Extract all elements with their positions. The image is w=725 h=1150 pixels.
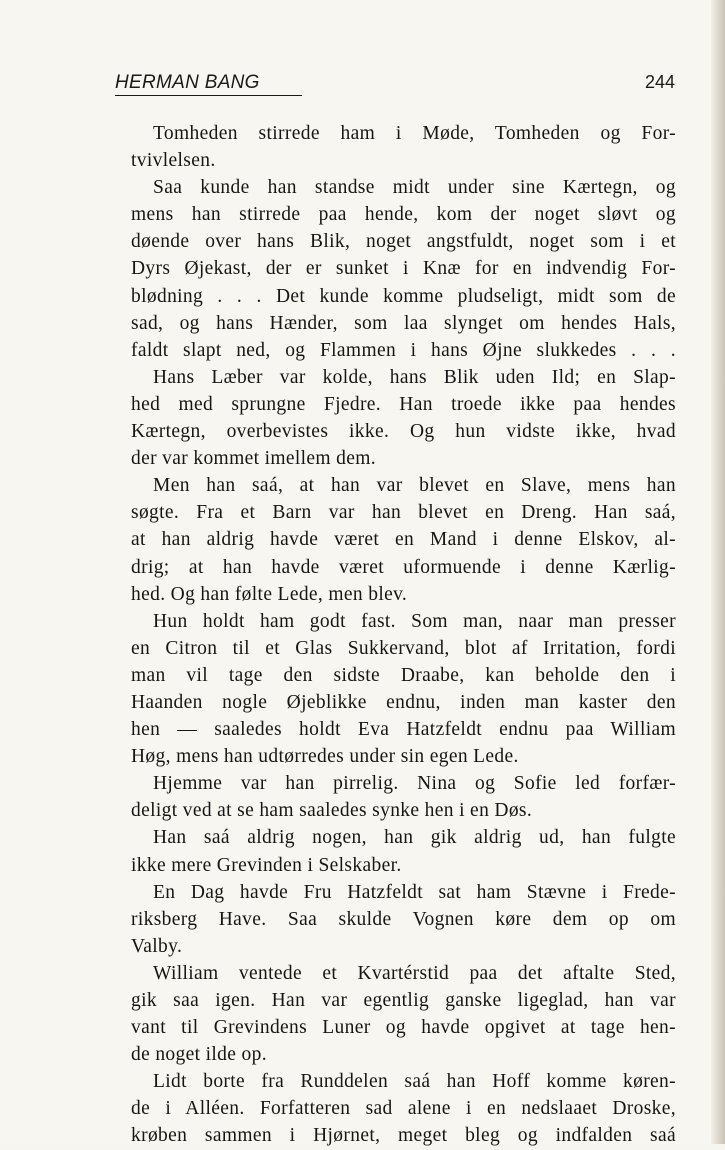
- text-line: deligt ved at se ham saaledes synke hen i en Døs.: [131, 800, 533, 822]
- text-line: en Citron til et Glas Sukkervand, blot af Irritation, fordi: [131, 637, 676, 659]
- text-line: hen — saaledes holdt Eva Hatzfeldt endnu paa William: [131, 719, 676, 741]
- text-line: tvivlelsen.: [131, 150, 216, 172]
- text-line: blødning . . . Det kunde komme pludseligt, midt som de: [131, 285, 676, 307]
- text-line: døende over hans Blik, noget angstfuldt, noget som i et: [131, 231, 676, 253]
- running-head: HERMAN BANG: [115, 72, 302, 96]
- body-text: [131, 120, 676, 1150]
- text-line: man vil tage den sidste Draabe, kan beholde den i: [131, 664, 676, 686]
- text-line: Haanden nogle Øjeblikke endnu, inden man kaster den: [131, 691, 676, 713]
- text-line: søgte. Fra et Barn var han blevet en Dreng. Han saá,: [131, 502, 676, 524]
- text-line: Kærtegn, overbevistes ikke. Og hun vidste ikke, hvad: [131, 421, 676, 443]
- page-number: 244: [644, 72, 675, 92]
- text-line: Hans Læber var kolde, hans Blik uden Ild; en Slap-: [153, 366, 676, 388]
- text-line: ikke mere Grevinden i Selskaber.: [131, 854, 402, 876]
- text-line: hed med sprungne Fjedre. Han troede ikke paa hendes: [131, 393, 676, 415]
- text-line: gik saa igen. Han var egentlig ganske ligeglad, han var: [131, 990, 676, 1011]
- text-line: mens han stirrede paa hende, kom der noget sløvt og: [131, 204, 676, 226]
- text-line: Høg, mens han udtørredes under sin egen Lede.: [131, 746, 519, 768]
- text-line: riksberg Have. Saa skulde Vognen køre dem op om: [131, 908, 676, 930]
- text-line: En Dag havde Fru Hatzfeldt sat ham Stævne i Frede-: [153, 881, 676, 903]
- text-line: Han saá aldrig nogen, han gik aldrig ud, han fulgte: [153, 827, 676, 849]
- text-line: krøben sammen i Hjørnet, meget bleg og indfalden saá: [131, 1125, 676, 1147]
- text-line: de noget ilde op.: [131, 1044, 267, 1066]
- text-line: vant til Grevindens Luner og havde opgivet at tage hen-: [131, 1017, 676, 1039]
- text-line: Hjemme var han pirrelig. Nina og Sofie led forfær-: [153, 773, 676, 795]
- page-header: [115, 72, 675, 100]
- text-line: faldt slapt ned, og Flammen i hans Øjne slukkedes . . .: [131, 339, 676, 361]
- text-line: Men han saá, at han var blevet en Slave, mens han: [153, 475, 676, 497]
- text-line: de i Alléen. Forfatteren sad alene i en nedslaaet Droske,: [131, 1098, 676, 1120]
- text-line: at han aldrig havde været en Mand i denne Elskov, al-: [131, 529, 676, 551]
- text-line: hed. Og han følte Lede, men blev.: [131, 583, 408, 605]
- text-line: drig; at han havde været uformuende i denne Kærlig-: [131, 556, 676, 578]
- page-edge-shadow: [711, 0, 725, 1144]
- text-line: Tomheden stirrede ham i Møde, Tomheden og For-: [153, 123, 676, 144]
- text-line: Dyrs Øjekast, der er sunket i Knæ for en indvendig For-: [131, 258, 676, 280]
- text-line: Lidt borte fra Runddelen saá han Hoff komme køren-: [153, 1071, 676, 1093]
- text-line: sad, og hans Hænder, som laa slynget om hendes Hals,: [131, 312, 676, 334]
- text-line: der var kommet imellem dem.: [131, 448, 377, 470]
- text-line: Saa kunde han standse midt under sine Kærtegn, og: [153, 177, 676, 199]
- text-line: William ventede et Kvartérstid paa det aftalte Sted,: [153, 962, 676, 984]
- text-line: Hun holdt ham godt fast. Som man, naar man presser: [153, 610, 676, 632]
- text-line: Valby.: [131, 935, 183, 957]
